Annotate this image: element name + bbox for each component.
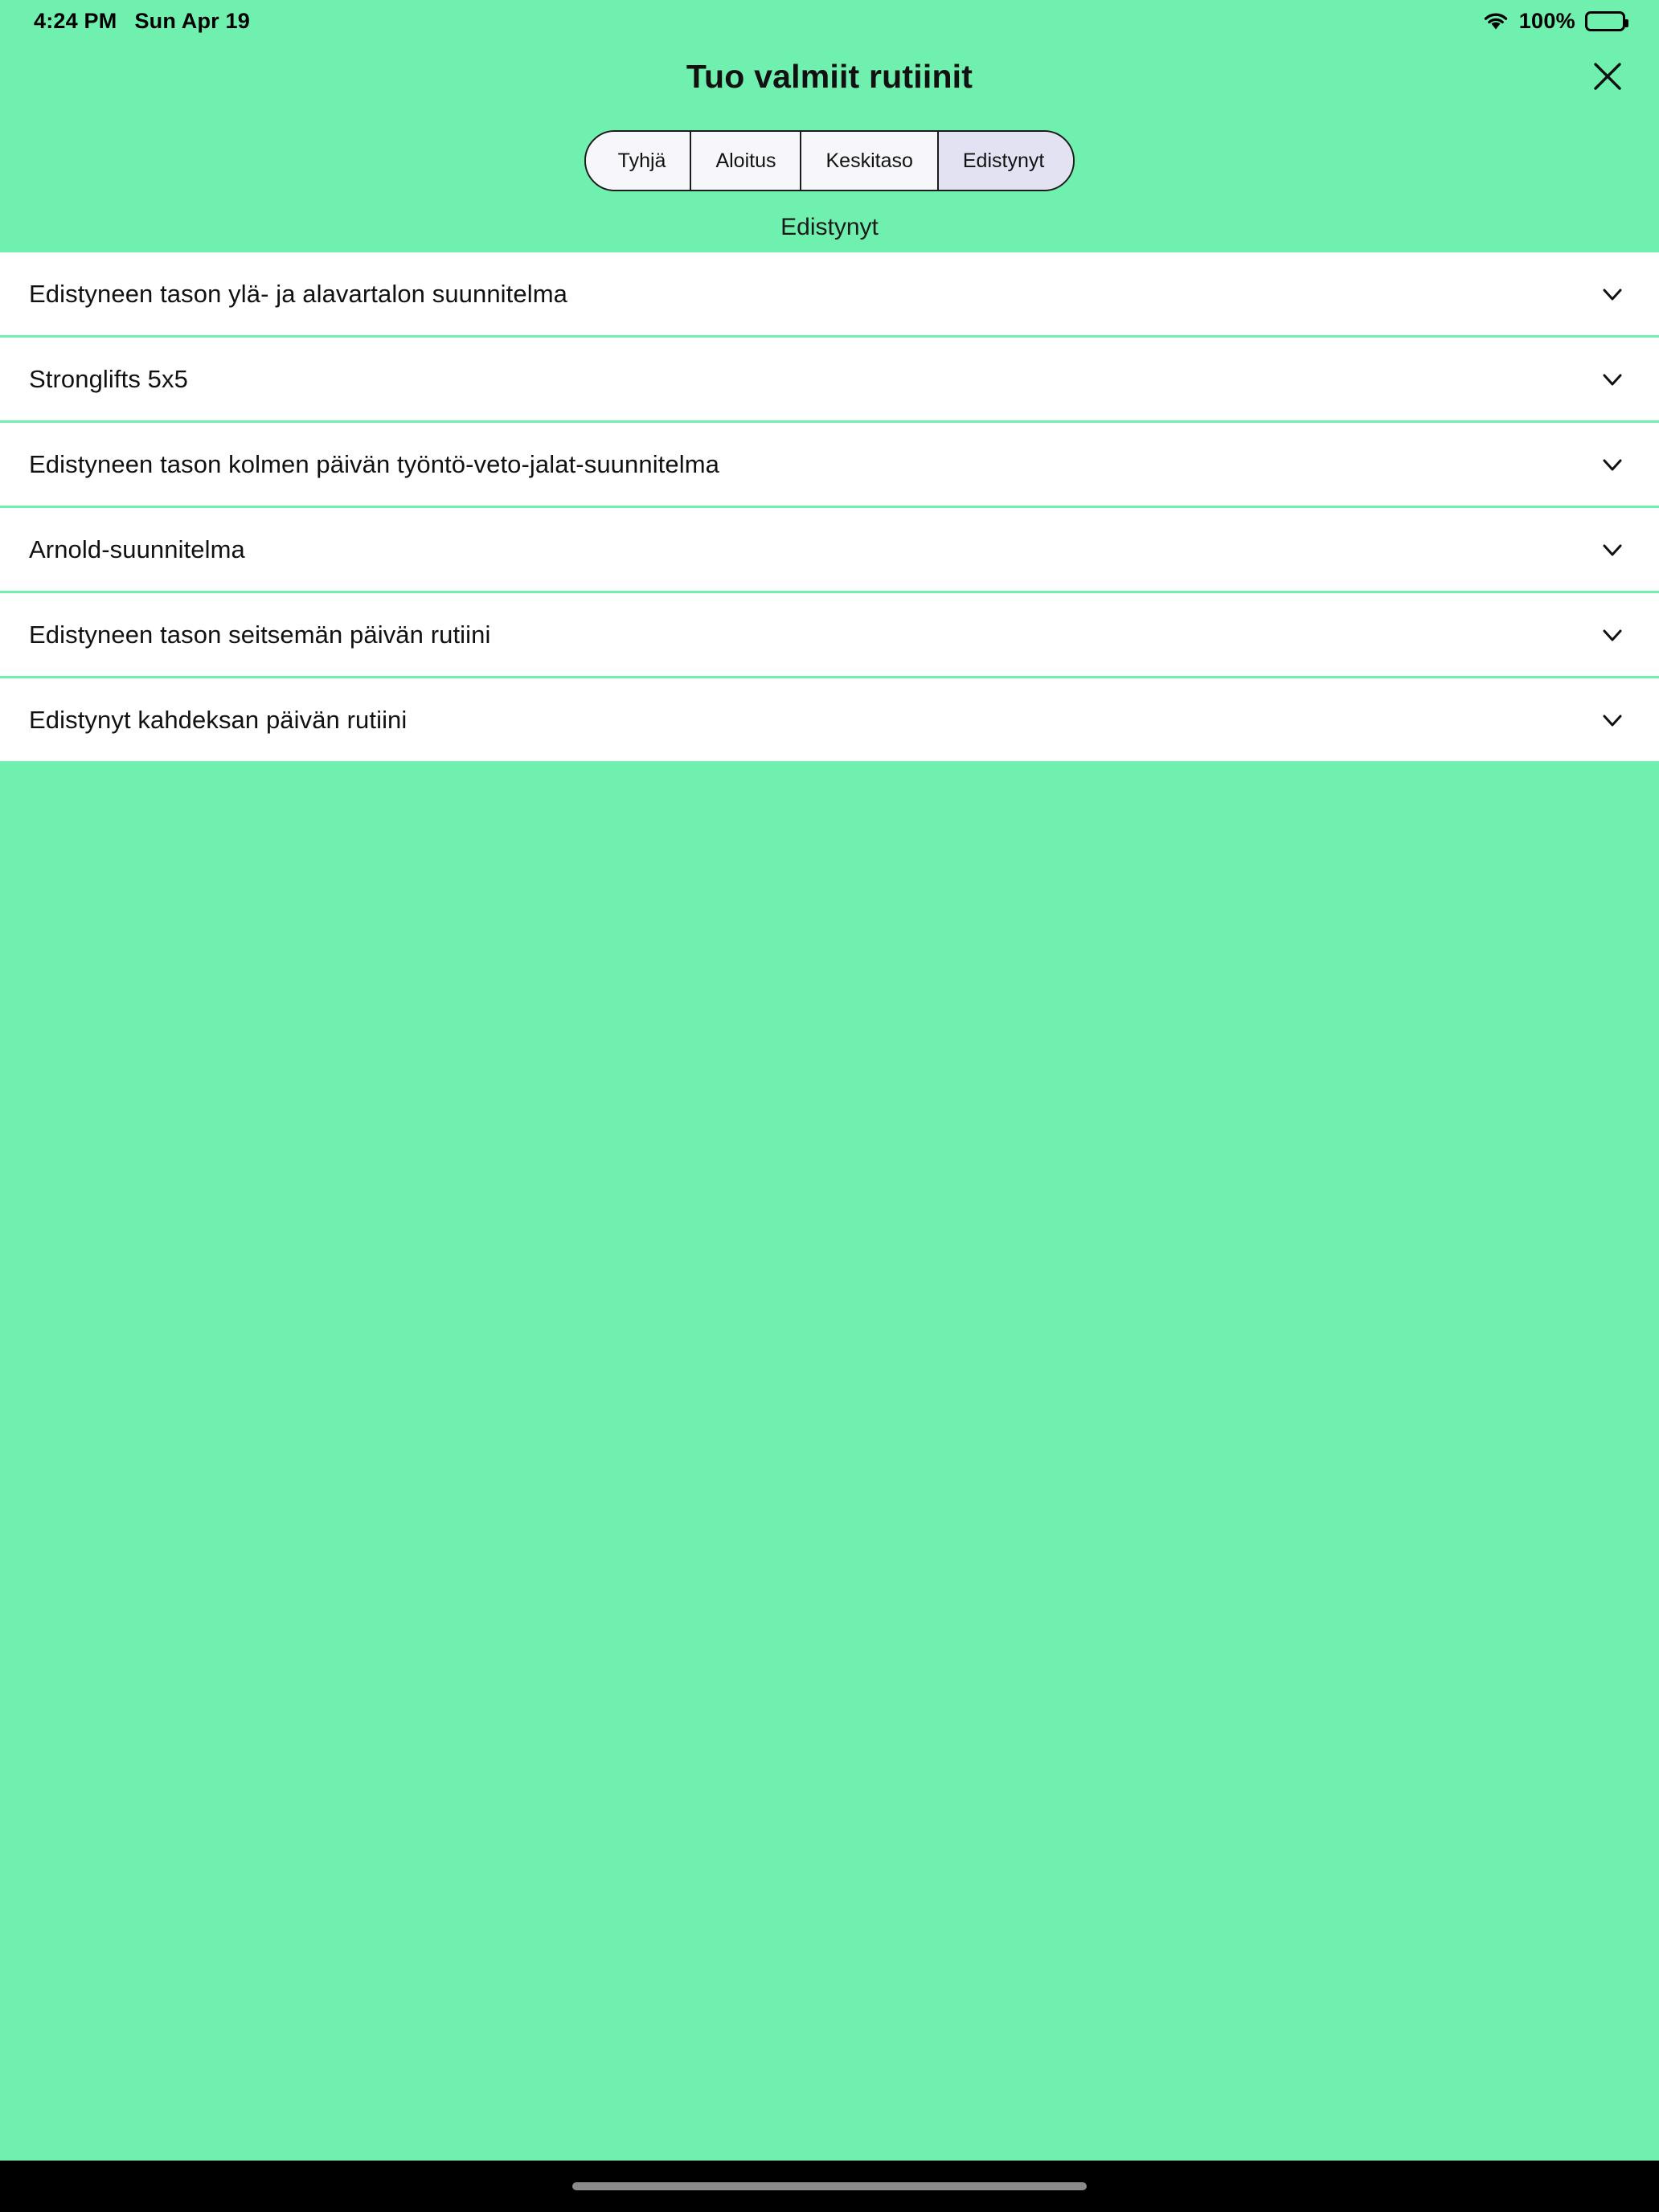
battery-icon <box>1585 11 1625 31</box>
chevron-down-icon[interactable] <box>1595 617 1630 653</box>
list-item-label: Edistyneen tason ylä- ja alavartalon suunnitelma <box>29 279 567 308</box>
wifi-icon <box>1482 10 1509 31</box>
page-title: Tuo valmiit rutiinit <box>686 57 973 95</box>
list-item-label: Edistyneen tason kolmen päivän työntö-veto-jalat-suunnitelma <box>29 449 719 478</box>
segment-tyhja[interactable]: Tyhjä <box>586 132 692 190</box>
list-item-label: Stronglifts 5x5 <box>29 364 188 393</box>
home-indicator[interactable] <box>572 2182 1087 2190</box>
list-item[interactable] <box>0 338 1659 420</box>
status-bar-right <box>1482 9 1625 34</box>
status-bar-left <box>34 9 250 34</box>
status-time: 4:24 PM <box>34 8 117 33</box>
battery-percent: 100% <box>1518 8 1575 33</box>
list-item[interactable] <box>0 423 1659 506</box>
segmented-control[interactable] <box>584 130 1075 191</box>
close-icon[interactable] <box>1585 54 1630 99</box>
segment-keskitaso[interactable]: Keskitaso <box>801 132 938 190</box>
chevron-down-icon[interactable] <box>1595 532 1630 567</box>
list-item[interactable] <box>0 252 1659 335</box>
list-item[interactable] <box>0 678 1659 761</box>
list-item[interactable] <box>0 593 1659 676</box>
list-item-label: Edistynyt kahdeksan päivän rutiini <box>29 705 408 734</box>
section-label: Edistynyt <box>780 214 879 240</box>
chevron-down-icon[interactable] <box>1595 362 1630 397</box>
status-bar <box>0 0 1659 42</box>
chevron-down-icon[interactable] <box>1595 447 1630 482</box>
empty-area <box>0 761 1659 2161</box>
chevron-down-icon[interactable] <box>1595 276 1630 312</box>
list-item-label: Arnold-suunnitelma <box>29 535 245 563</box>
segment-edistynyt[interactable]: Edistynyt <box>939 132 1073 190</box>
chevron-down-icon[interactable] <box>1595 703 1630 738</box>
home-indicator-area <box>0 2161 1659 2212</box>
status-date: Sun Apr 19 <box>134 8 250 33</box>
routine-list <box>0 252 1659 761</box>
segmented-control-wrap <box>0 130 1659 191</box>
segment-aloitus[interactable]: Aloitus <box>691 132 801 190</box>
list-item[interactable] <box>0 508 1659 591</box>
header <box>0 42 1659 111</box>
list-item-label: Edistyneen tason seitsemän päivän rutiini <box>29 620 491 649</box>
